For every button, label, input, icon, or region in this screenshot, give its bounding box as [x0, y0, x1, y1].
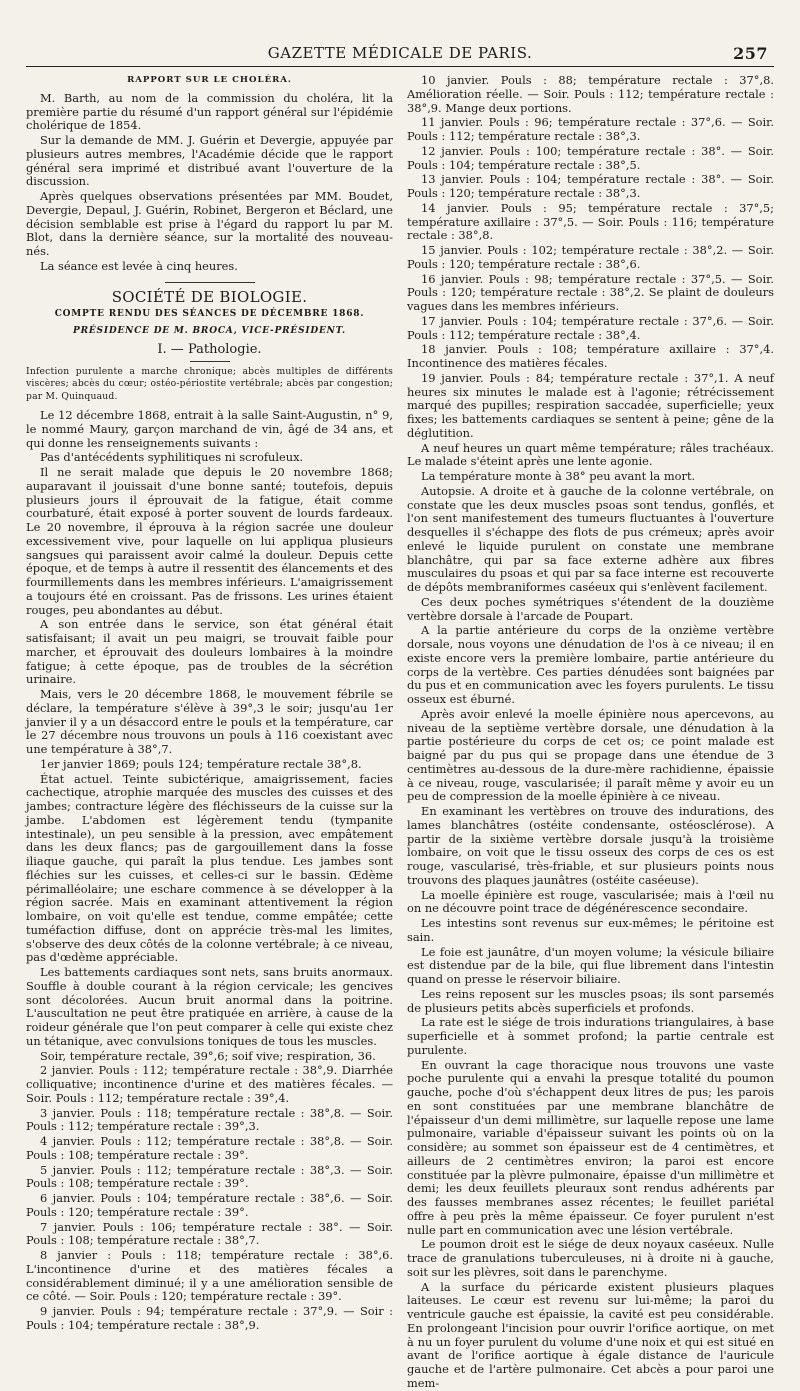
- section-title: I. — Pathologie.: [157, 341, 262, 357]
- right-column: [407, 73, 774, 1390]
- observation-paragraph: 10 janvier. Pouls : 88; température rectale : 37°,8. Amélioration réelle. — Soir. Pouls : 112; température rectale : 38°,9. Mange deux portions.: [407, 73, 774, 115]
- observation-paragraph: 14 janvier. Pouls : 95; température rectale : 37°,5; température axillaire : 37°,5. — Soir. Pouls : 116; température rectale : 38°,8.: [407, 200, 774, 243]
- case-paragraph: Il ne serait malade que depuis le 20 novembre 1868; auparavant il jouissait d'une bonne santé; toutefois, depuis plusieurs jours il éprouvait de la fatigue, était comme courbaturé, était exposé à porter souvent de lourds fardeaux. Le 20 novembre, il éprouva à la région sacrée une douleur excessivement vive, pour laquelle on lui appliqua plusieurs sangsues qui paraissent avoir calmé la douleur. Depuis cette époque, et de temps à autre il ressentit des élancements et des fourmillements dans les membres inférieurs. L'amaigrissement a toujours été en croissant. Pas de frissons. Les urines étaient rouges, peu abondantes au début.: [26, 465, 393, 617]
- text-columns: [26, 73, 774, 1390]
- case-paragraph: Mais, vers le 20 décembre 1868, le mouvement fébrile se déclare, la température s'élève à 39°,3 le soir; jusqu'au 1er janvier il y a un désaccord entre le pouls et la température, car le 27 décembre nous trouvons un pouls à 116 coexistant avec une température à 38°,7.: [26, 687, 393, 756]
- case-paragraph: Les battements cardiaques sont nets, sans bruits anormaux. Souffle à double courant à la région cervicale; les gencives sont décolorées. Aucun bruit anormal dans la poitrine. L'auscultation ne peut être pratiquée en arrière, à cause de la roideur générale que l'on peut comparer à celle qui existe chez un tétanique, avec convulsions toniques de tous les muscles.: [26, 965, 393, 1048]
- observation-paragraph: 18 janvier. Pouls : 108; température axillaire : 37°,4. Incontinence des matières fécales.: [407, 342, 774, 370]
- observation-paragraph: En ouvrant la cage thoracique nous trouvons une vaste poche purulente qui a envahi la presque totalité du poumon gauche, poche d'où s'échappent deux litres de pus; les parois en sont constituées par une membrane blanchâtre de l'épaisseur d'un demi millimètre, sur laquelle repose une lame pulmonaire, variable d'épaisseur suivant les points où on la considère; au sommet son épaisseur est de 4 centimètres, et ailleurs de 2 centimètres environ; la paroi est encore constituée par la plèvre pulmonaire, épaisse d'un millimètre et demi; les deux feuillets pleuraux sont rendus adhérents par des fausses membranes assez récentes; le feuillet pariétal offre à peu près la même épaisseur. Ce foyer purulent n'est nulle part en communication avec une lésion vertébrale.: [407, 1057, 774, 1237]
- observation-paragraph: 13 janvier. Pouls : 104; température rectale : 38°. — Soir. Pouls : 120; température rectale : 38°,3.: [407, 172, 774, 200]
- observation-paragraph: 12 janvier. Pouls : 100; température rectale : 38°. — Soir. Pouls : 104; température rectale : 38°,5.: [407, 143, 774, 172]
- observation-paragraph: Le foie est jaunâtre, d'un moyen volume; la vésicule biliaire est distendue par de la bile, qui flue librement dans l'intestin quand on presse le réservoir biliaire.: [407, 944, 774, 986]
- observation-paragraph: Les intestins sont revenus sur eux-mêmes; le péritoine est sain.: [407, 916, 774, 944]
- case-paragraph: Pas d'antécédents syphilitiques ni scrofuleux.: [40, 450, 304, 465]
- case-paragraph: 6 janvier. Pouls : 104; température rectale : 38°,6. — Soir. Pouls : 120; température rectale : 39°.: [26, 1191, 393, 1219]
- observation-paragraph: A la partie antérieure du corps de la onzième vertèbre dorsale, nous voyons une dénudation de l'os à ce niveau; il en existe encore vers la première lombaire, partie antérieure du corps de la vertèbre. Ces parties dénudées sont baignées par du pus et en communication avec les foyers purulents. Le tissu osseux est éburné.: [407, 623, 774, 706]
- case-paragraph: 9 janvier. Pouls : 94; température rectale : 37°,9. — Soir : Pouls : 104; température rectale : 38°,9.: [26, 1304, 393, 1332]
- observation-paragraph: La température monte à 38° peu avant la mort.: [421, 469, 696, 483]
- observation-paragraph: Après avoir enlevé la moelle épinière nous apercevons, au niveau de la septième vertèbre dorsale, une dénudation à la partie postérieure du corps de cet os; ce point malade est baigné par du pus qui se propage dans une étendue de 3 centimètres au-dessous de la dure-mère rachidienne, épaissie à ce niveau, rouge, vascularisée; il paraît même y avoir eu un peu de compression de la moelle épinière à ce niveau.: [407, 706, 774, 804]
- left-column: [26, 74, 393, 1332]
- case-paragraph: 5 janvier. Pouls : 112; température rectale : 38°,3. — Soir. Pouls : 108; température rectale : 39°.: [26, 1162, 393, 1191]
- case-paragraph: 8 janvier : Pouls : 118; température rectale : 38°,6. L'incontinence d'urine et des matières fécales a considérablement diminué; il y a une amélioration sensible de ce côté. — Soir. Pouls : 120; température rectale : 39°.: [26, 1248, 393, 1304]
- observation-paragraph: Les reins reposent sur les muscles psoas; ils sont parsemés de plusieurs petits abcès superficiels et profonds.: [407, 986, 774, 1015]
- observation-paragraph: Autopsie. A droite et à gauche de la colonne vertébrale, on constate que les deux muscles psoas sont tendus, gonflés, et l'on sent manifestement des tumeurs fluctuantes à l'ouverture desquelles il s'échappe des flots de pus crémeux; après avoir enlevé le liquide purulent on constate une membrane blanchâtre, qui par sa face externe adhère aux fibres musculaires du psoas et qui par sa face interne est recouverte de dépôts membraniformes caséeux qui s'enlèvent facilement.: [407, 483, 774, 594]
- rapport-heading: RAPPORT SUR LE CHOLÉRA.: [127, 75, 292, 85]
- observation-paragraph: Ces deux poches symétriques s'étendent de la douzième vertèbre dorsale à l'arcade de Poupart.: [407, 594, 774, 623]
- rapport-paragraph: La séance est levée à cinq heures.: [40, 258, 238, 273]
- observation-paragraph: 16 janvier. Pouls : 98; température rectale : 37°,5. — Soir. Pouls : 120; température rectale : 38°,2. Se plaint de douleurs vagues dans les membres inférieurs.: [407, 271, 774, 313]
- section-divider: [165, 282, 255, 283]
- case-paragraph: Soir, température rectale, 39°,6; soif vive; respiration, 36.: [40, 1048, 376, 1063]
- society-title: SOCIÉTÉ DE BIOLOGIE.: [111, 287, 308, 306]
- observation-paragraph: 19 janvier. Pouls : 84; température rectale : 37°,1. A neuf heures six minutes le malade est à l'agonie; rétrécissement marqué des pupilles; respiration saccadée, superficielle; yeux fixes; les battements cardiaques se sentent à peine; gêne de la déglutition.: [407, 370, 774, 440]
- page-number: 257: [733, 44, 768, 63]
- case-paragraph: Le 12 décembre 1868, entrait à la salle Saint-Augustin, n° 9, le nommé Maury, garçon marchand de vin, âgé de 34 ans, et qui donne les renseignements suivants :: [26, 408, 393, 450]
- case-paragraph: 1er janvier 1869; pouls 124; température rectale 38°,8.: [40, 756, 362, 771]
- observation-paragraph: A la surface du péricarde existent plusieurs plaques laiteuses. Le cœur est revenu sur lui-même; la paroi du ventricule gauche est épaissie, la cavité est peu considérable. En prolongeant l'incision pour ouvrir l'orifice aortique, on met à nu un foyer purulent du volume d'une noix et qui est situé en avant de l'orifice aortique à égale distance de l'auricule gauche et de l'artère pulmonaire. Cet abcès a pour paroi une mem-: [407, 1279, 774, 1390]
- case-title: Infection purulente a marche chronique; abcès multiples de différents viscères; abcès du cœur; ostéo-périostite vertébrale; abcès par congestion; par M. Quinquaud.: [26, 365, 393, 402]
- rapport-body: [26, 92, 393, 274]
- case-body: [26, 409, 393, 1333]
- rapport-paragraph: M. Barth, au nom de la commission du choléra, lit la première partie du résumé d'un rapport général sur l'épidémie cholérique de 1854.: [26, 90, 393, 133]
- observation-paragraph: 17 janvier. Pouls : 104; température rectale : 37°,6. — Soir. Pouls : 112; température rectale : 38°,4.: [407, 313, 774, 342]
- case-paragraph: A son entrée dans le service, son état général était satisfaisant; il avait un peu maigri, se trouvait faible pour marcher, et éprouvait des douleurs lombaires à la moindre fatigue; à cette époque, pas de troubles de la sécrétion urinaire.: [26, 617, 393, 687]
- observation-paragraph: La rate est le siége de trois indurations triangulaires, à base superficielle et à sommet profond; la partie centrale est purulente.: [407, 1015, 774, 1057]
- observation-paragraph: 15 janvier. Pouls : 102; température rectale : 38°,2. — Soir. Pouls : 120; température rectale : 38°,6.: [407, 243, 774, 271]
- case-paragraph: 2 janvier. Pouls : 112; température rectale : 38°,9. Diarrhée colliquative; incontinence d'urine et des matières fécales. — Soir. Pouls : 112; température rectale : 39°,4.: [26, 1063, 393, 1105]
- compte-rendu-heading: COMPTE RENDU DES SÉANCES DE DÉCEMBRE 1868.: [54, 309, 365, 320]
- page-header: [26, 44, 774, 67]
- rapport-paragraph: Sur la demande de MM. J. Guérin et Devergie, appuyée par plusieurs autres membres, l'Académie décide que le rapport général sera imprimé et distribué avant l'ouverture de la discussion.: [26, 133, 393, 189]
- case-paragraph: 4 janvier. Pouls : 112; température rectale : 38°,8. — Soir. Pouls : 108; température rectale : 39°.: [26, 1134, 393, 1162]
- observation-paragraph: La moelle épinière est rouge, vascularisée; mais à l'œil nu on ne découvre point trace de dégénérescence secondaire.: [407, 887, 774, 916]
- case-paragraph: État actuel. Teinte subictérique, amaigrissement, facies cachectique, atrophie marquée des muscles des cuisses et des jambes; contracture légère des fléchisseurs de la cuisse sur la jambe. L'abdomen est légèrement tendu (tympanite intestinale), un peu sensible à la pression, avec empâtement dans les deux flancs; pas de gargouillement dans la fosse iliaque gauche, qui paraît la plus tendue. Les jambes sont fléchies sur les cuisses, et celles-ci sur le bassin. Œdème périmalléolaire; une eschare commence à se développer à la région sacrée. Mais en examinant attentivement la région lombaire, on voit qu'elle est tendue, comme empâtée; cette tuméfaction diffuse, dont on apprécie très-mal les limites, s'observe des deux côtés de la colonne vertébrale; à ce niveau, pas d'œdème appréciable.: [26, 771, 393, 965]
- rapport-paragraph: Après quelques observations présentées par MM. Boudet, Devergie, Depaul, J. Guérin, Robinet, Bergeron et Béclard, une décision semblable est prise à l'égard du rapport lu par M. Blot, dans la dernière séance, sur la mortalité des nouveau-nés.: [26, 189, 393, 258]
- right-body: [407, 74, 774, 1391]
- section-rule: [190, 361, 230, 362]
- presidence-heading: PRÉSIDENCE DE M. BROCA, VICE-PRÉSIDENT.: [73, 326, 346, 336]
- journal-title: GAZETTE MÉDICALE DE PARIS.: [267, 44, 533, 62]
- case-paragraph: 3 janvier. Pouls : 118; température rectale : 38°,8. — Soir. Pouls : 112; température rectale : 39°,3.: [26, 1105, 393, 1134]
- observation-paragraph: A neuf heures un quart même température; râles trachéaux. Le malade s'éteint après une lente agonie.: [407, 440, 774, 469]
- observation-paragraph: 11 janvier. Pouls : 96; température rectale : 37°,6. — Soir. Pouls : 112; température rectale : 38°,3.: [407, 115, 774, 143]
- observation-paragraph: Le poumon droit est le siége de deux noyaux caséeux. Nulle trace de granulations tuberculeuses, ni à droite ni à gauche, soit sur les plèvres, soit dans le parenchyme.: [407, 1237, 774, 1279]
- observation-paragraph: En examinant les vertèbres on trouve des indurations, des lames blanchâtres (ostéite condensante, ostéosclérose). A partir de la sixième vertèbre dorsale jusqu'à la troisième lombaire, on voit que le tissu osseux des corps de ces os est rouge, vascularisé, très-friable, et sur plusieurs points nous trouvons des plaques jaunâtres (ostéite caséeuse).: [407, 804, 774, 887]
- case-paragraph: 7 janvier. Pouls : 106; température rectale : 38°. — Soir. Pouls : 108; température rectale : 38°,7.: [26, 1219, 393, 1248]
